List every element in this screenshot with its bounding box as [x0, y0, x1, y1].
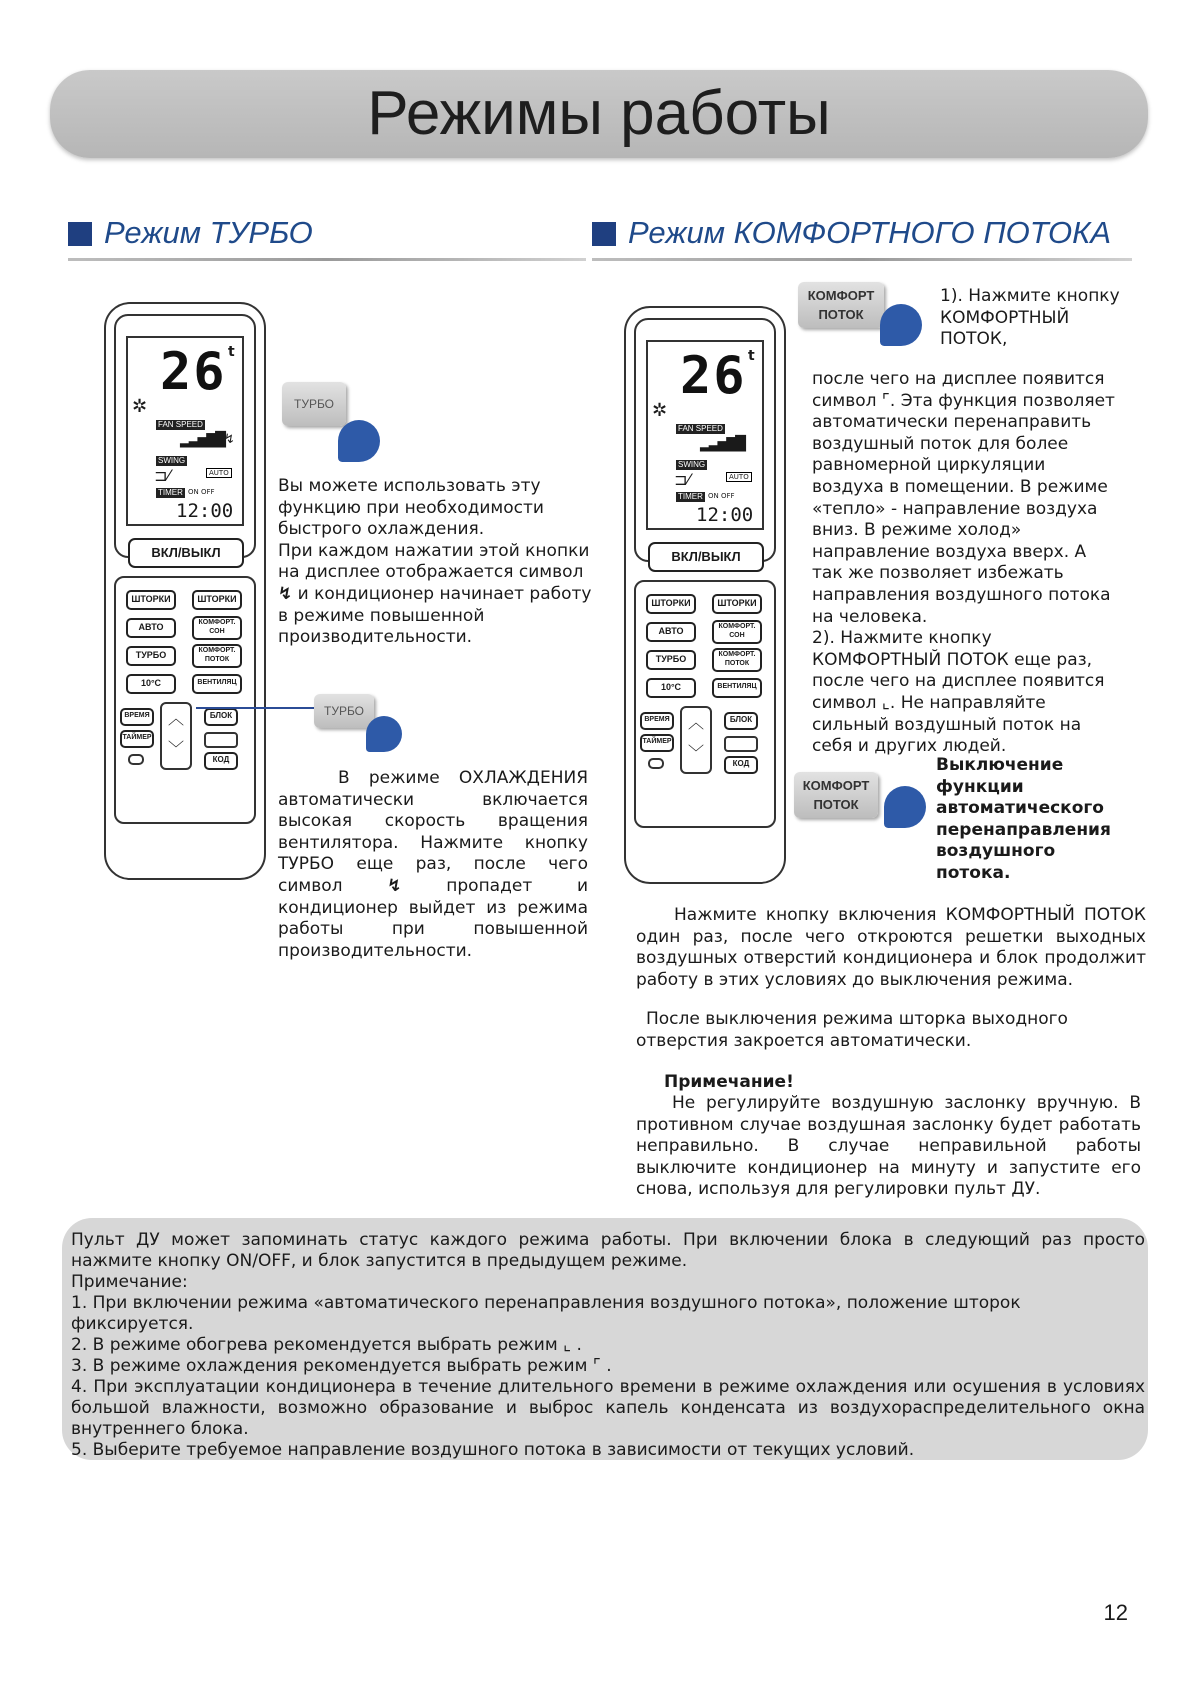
- comfort-after-off: После выключения режима шторка выходного отверстия закроется автоматически.: [636, 1009, 1068, 1051]
- comfort-flow-button-illustration: КОМФОРТ ПОТОК: [798, 282, 884, 328]
- up-down-buttons[interactable]: ︿ ﹀: [680, 706, 712, 774]
- turbo-button-illustration: ТУРБО: [314, 694, 374, 728]
- time-button[interactable]: ВРЕМЯ: [640, 712, 674, 730]
- heading-square-icon: [592, 222, 616, 246]
- lock-button[interactable]: БЛОК: [724, 712, 758, 730]
- comfort-note-text: Не регулируйте воздушную заслонку вручную. В противном случае воздушная заслонку будет работать неправильно. В случае неправильной работы выключите кондиционер на минуту и запустите его снова, используя для регулировки пульт ДУ.: [636, 1093, 1141, 1200]
- turbo-description: Вы можете использовать эту функцию при необходимости быстрого охлаждения. При каждом нажатии этой кнопки на дисплее отображается символ ↯ и кондиционер начинает работу в режиме повышенной производительности.: [278, 476, 592, 648]
- turbo-button[interactable]: ТУРБО: [646, 650, 696, 670]
- flow-down-symbol-icon: ⌞: [881, 692, 890, 713]
- remote-display: ✲ 26 t FAN SPEED ▂▃▅▇█ SWING ⊐⁄ AUTO TIMER ON OFF 12:00: [646, 340, 764, 530]
- timer-button[interactable]: ТАЙМЕР: [640, 734, 674, 752]
- flow-down-symbol-icon: ⌞: [563, 1335, 572, 1355]
- comfort-flow-button[interactable]: КОМФОРТ. ПОТОК: [192, 644, 242, 668]
- pressing-hand-icon: [884, 786, 926, 828]
- comfort-flow-button[interactable]: КОМФОРТ. ПОТОК: [712, 648, 762, 672]
- snowflake-icon: ✲: [652, 400, 668, 421]
- fan-bars-icon: ▂▃▅▇█: [180, 432, 224, 448]
- display-time: 12:00: [176, 500, 234, 522]
- display-temperature: 26: [680, 346, 747, 406]
- power-button[interactable]: ВКЛ/ВЫКЛ: [648, 542, 764, 572]
- turbo-heading-rule: [68, 258, 586, 261]
- remote-display: ✲ 26 t FAN SPEED ▂▃▅▇█ ↯ SWING ⊐⁄ AUTO TIMER ON OFF 12:00: [126, 336, 244, 526]
- comfort-step1-description: после чего на дисплее появится символ ⌜. Эта функция позволяет автоматически перенаправить воздушный поток для более равномерной циркуляции воздуха в помещении. В режиме «тепло» - направление воздуха вниз. В режиме холод» направление воздуха вверх. А так же позволяет избежать направления воздушного потока на человека. 2). Нажмите кнопку КОМФОРТНЫЙ ПОТОК еще раз, после чего на дисплее появится символ ⌞. Не направляйте сильный воздушный поток на себя и других людей.: [812, 369, 1115, 757]
- auto-button[interactable]: АВТО: [646, 622, 696, 642]
- fan-speed-tag: FAN SPEED: [678, 424, 723, 433]
- turbo-connector-line: [196, 707, 314, 709]
- display-temperature: 26: [160, 342, 227, 402]
- turbo-symbol-icon: ↯: [278, 583, 293, 604]
- turbo-cooling-text: В режиме ОХЛАЖДЕНИЯ автоматически включается высокая скорость вращения вентилятора. Нажмите кнопку ТУРБО еще раз, после чего символ ↯ пропадет и кондиционер выйдет из режима работы при повышенной производительности.: [278, 768, 589, 961]
- display-time: 12:00: [696, 504, 754, 526]
- shutters-right-button[interactable]: ШТОРКИ: [192, 590, 242, 610]
- lock-button[interactable]: БЛОК: [204, 708, 238, 726]
- remote-control-comfort: [624, 306, 786, 884]
- page-number: 12: [1103, 1600, 1128, 1625]
- swing-tag: SWING: [678, 460, 706, 469]
- code-button[interactable]: КОД: [724, 756, 758, 774]
- remote-control-turbo: [104, 302, 266, 880]
- fan-button[interactable]: ВЕНТИЛЯЦ: [192, 674, 242, 694]
- swing-icon: ⊐⁄: [674, 470, 691, 489]
- heading-square-icon: [68, 222, 92, 246]
- comfort-off-text: Нажмите кнопку включения КОМФОРТНЫЙ ПОТОК один раз, после чего откроются решетки выходных воздушных отверстий кондиционера и блок продолжит работу в этих условиях до выключения режима.: [636, 905, 1146, 990]
- up-down-buttons[interactable]: ︿ ﹀: [160, 702, 192, 770]
- flow-up-symbol-icon: ⌜: [881, 390, 890, 411]
- fan-button[interactable]: ВЕНТИЛЯЦ: [712, 678, 762, 698]
- ten-degree-button[interactable]: 10°C: [646, 678, 696, 698]
- footer-text: Пульт ДУ может запоминать статус каждого режима работы. При включении блока в следующий раз просто нажмите кнопку ON/OFF, и блок запустится в предыдущем режиме. Примечание: 1. При включении режима «автоматического перенаправления воздушного потока», положение шторок фиксируется. 2. В режиме обогрева рекомендуется выбрать режим ⌞ . 3. В режиме охлаждения рекомендуется выбрать режим ⌜ . 4. При эксплуатации кондиционера в течение длительного времени в режиме охлаждения или осушения в условиях большой влажности, возможно образование и выброс капель конденсата из воздухораспределительного окна внутреннего блока. 5. Выберите требуемое направление воздушного потока в зависимости от текущих условий.: [71, 1230, 1145, 1460]
- flow-up-symbol-icon: ⌜: [592, 1356, 601, 1376]
- turbo-symbol-icon: ↯: [224, 432, 235, 447]
- pressing-hand-icon: [366, 716, 402, 752]
- power-button[interactable]: ВКЛ/ВЫКЛ: [128, 538, 244, 568]
- comfort-off-title: Выключение функции автоматического перенаправления воздушного потока.: [936, 755, 1111, 883]
- timer-tag: TIMER: [678, 492, 703, 501]
- comfort-step1: 1). Нажмите кнопку КОМФОРТНЫЙ ПОТОК,: [940, 286, 1120, 350]
- fan-bars-icon: ▂▃▅▇█: [700, 436, 744, 452]
- snowflake-icon: ✲: [132, 396, 148, 417]
- fan-speed-tag: FAN SPEED: [158, 420, 203, 429]
- comfort-sleep-button[interactable]: КОМФОРТ. СОН: [192, 616, 242, 640]
- auto-button[interactable]: АВТО: [126, 618, 176, 638]
- turbo-button-illustration: ТУРБО: [282, 382, 346, 426]
- comfort-heading: Режим КОМФОРТНОГО ПОТОКА: [592, 215, 1111, 251]
- pressing-hand-icon: [338, 420, 380, 462]
- turbo-symbol-icon: ↯: [387, 875, 402, 896]
- timer-tag: TIMER: [158, 488, 183, 497]
- timer-button[interactable]: ТАЙМЕР: [120, 730, 154, 748]
- title-bar: [50, 70, 1148, 158]
- pressing-hand-icon: [880, 304, 922, 346]
- page-title: Режимы работы: [367, 79, 831, 148]
- shutters-right-button[interactable]: ШТОРКИ: [712, 594, 762, 614]
- shutters-left-button[interactable]: ШТОРКИ: [126, 590, 176, 610]
- code-button[interactable]: КОД: [204, 752, 238, 770]
- turbo-heading: Режим ТУРБО: [68, 215, 313, 251]
- swing-icon: ⊐⁄: [154, 466, 171, 485]
- swing-tag: SWING: [158, 456, 186, 465]
- shutters-left-button[interactable]: ШТОРКИ: [646, 594, 696, 614]
- ten-degree-button[interactable]: 10°C: [126, 674, 176, 694]
- comfort-note-title: Примечание!: [664, 1072, 794, 1092]
- comfort-flow-button-illustration: КОМФОРТ ПОТОК: [794, 772, 878, 818]
- comfort-sleep-button[interactable]: КОМФОРТ. СОН: [712, 620, 762, 644]
- comfort-heading-rule: [592, 258, 1132, 261]
- turbo-button[interactable]: ТУРБО: [126, 646, 176, 666]
- time-button[interactable]: ВРЕМЯ: [120, 708, 154, 726]
